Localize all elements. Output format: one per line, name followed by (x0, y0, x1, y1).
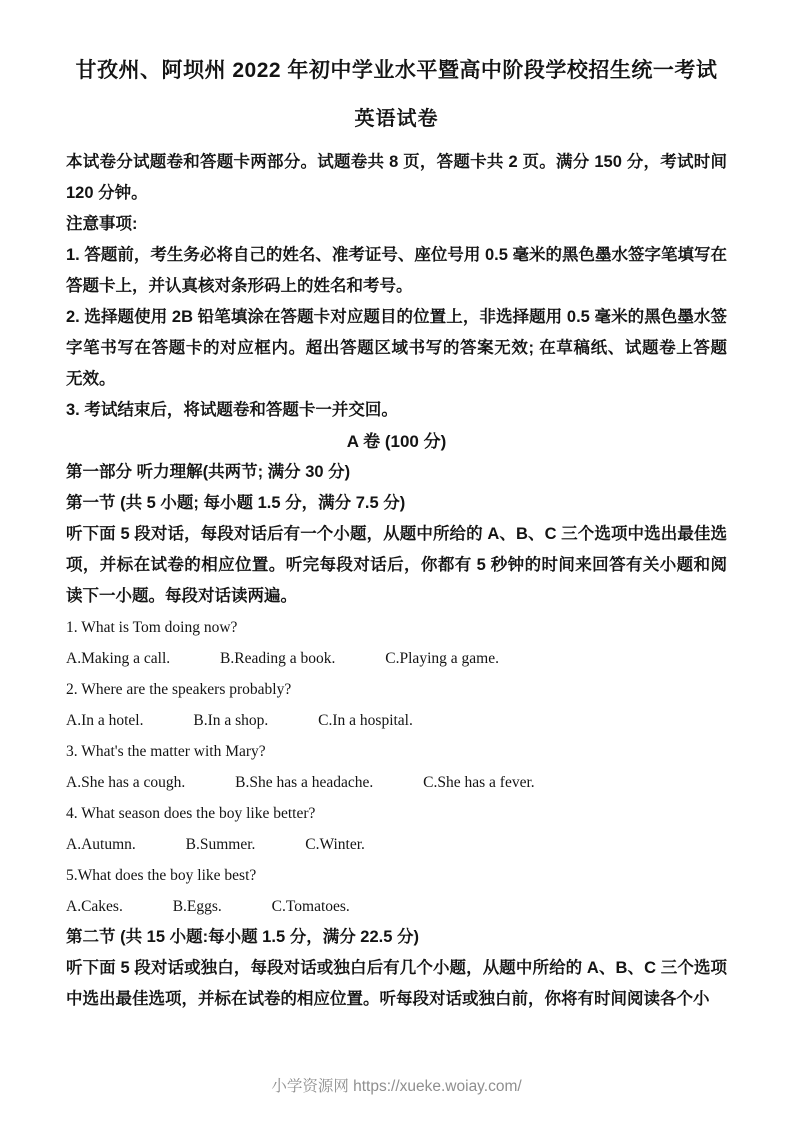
options-row (66, 829, 727, 860)
options-row (66, 891, 727, 922)
notice-item-1: 1. 答题前，考生务必将自己的姓名、准考证号、座位号用 0.5 毫米的黑色墨水签字笔填写在答题卡上，并认真核对条形码上的姓名和考号。 (66, 246, 727, 295)
page-title: 甘孜州、阿坝州 2022 年初中学业水平暨高中阶段学校招生统一考试 (75, 59, 718, 82)
option-b: B.Eggs. (172, 898, 222, 915)
question-block-2 (66, 674, 727, 736)
option-a: A.In a hotel. (66, 712, 144, 729)
question-text: 1. What is Tom doing now? (66, 619, 238, 636)
option-c: C.Winter. (305, 836, 365, 853)
listening-section1-heading: 第一节 (共 5 小题; 每小题 1.5 分，满分 7.5 分) (66, 494, 406, 512)
notice-heading: 注意事项: (66, 215, 138, 233)
option-b: B.Reading a book. (220, 650, 336, 667)
question-block-1 (66, 612, 727, 674)
option-b: B.She has a headache. (235, 774, 374, 791)
option-a: A.Cakes. (66, 898, 123, 915)
options-row (66, 705, 727, 736)
question-text: 3. What's the matter with Mary? (66, 743, 266, 760)
option-b: B.In a shop. (193, 712, 269, 729)
option-c: C.She has a fever. (423, 774, 535, 791)
option-c: C.In a hospital. (318, 712, 413, 729)
question-text: 5.What does the boy like best? (66, 867, 257, 884)
question-text: 2. Where are the speakers probably? (66, 681, 292, 698)
section1-instructions: 听下面 5 段对话，每段对话后有一个小题，从题中所给的 A、B、C 三个选项中选出最佳选项，并标在试卷的相应位置。听完每段对话后，你都有 5 秒钟的时间来回答有关小题和阅读下一小题。每段对话读两遍。 (66, 525, 727, 605)
question-text: 4. What season does the boy like better? (66, 805, 316, 822)
option-b: B.Summer. (185, 836, 256, 853)
intro-summary: 本试卷分试题卷和答题卡两部分。试题卷共 8 页，答题卡共 2 页。满分 150 分，考试时间 120 分钟。 (66, 153, 727, 202)
options-row (66, 643, 727, 674)
option-a: A.Making a call. (66, 650, 171, 667)
paper-subtitle: 英语试卷 (354, 108, 439, 130)
question-block-5 (66, 860, 727, 922)
part1-heading: 第一部分 听力理解(共两节; 满分 30 分) (66, 463, 351, 481)
listening-section2-heading: 第二节 (共 15 小题:每小题 1.5 分，满分 22.5 分) (66, 928, 419, 946)
question-block-3 (66, 736, 727, 798)
section-a-heading: A 卷 (100 分) (346, 432, 447, 451)
notice-item-2: 2. 选择题使用 2B 铅笔填涂在答题卡对应题目的位置上，非选择题用 0.5 毫米的黑色墨水签字笔书写在答题卡的对应框内。超出答题区域书写的答案无效; 在草稿纸、试题卷上答题 无效。 (66, 308, 760, 388)
option-a: A.Autumn. (66, 836, 136, 853)
option-c: C.Playing a game. (385, 650, 499, 667)
section2-instructions: 听下面 5 段对话或独白，每段对话或独白后有几个小题，从题中所给的 A、B、C 三个选项中选出最佳选项，并标在试卷的相应位置。听每段对话或独白前，你将有时间阅读各个小 (66, 959, 727, 1008)
footer-watermark: 小学资源网 https://xueke.woiay.com/ (271, 1078, 522, 1095)
question-block-4 (66, 798, 727, 860)
option-c: C.Tomatoes. (271, 898, 350, 915)
option-a: A.She has a cough. (66, 774, 186, 791)
notice-item-3: 3. 考试结束后，将试题卷和答题卡一并交回。 (66, 401, 398, 419)
options-row (66, 767, 727, 798)
